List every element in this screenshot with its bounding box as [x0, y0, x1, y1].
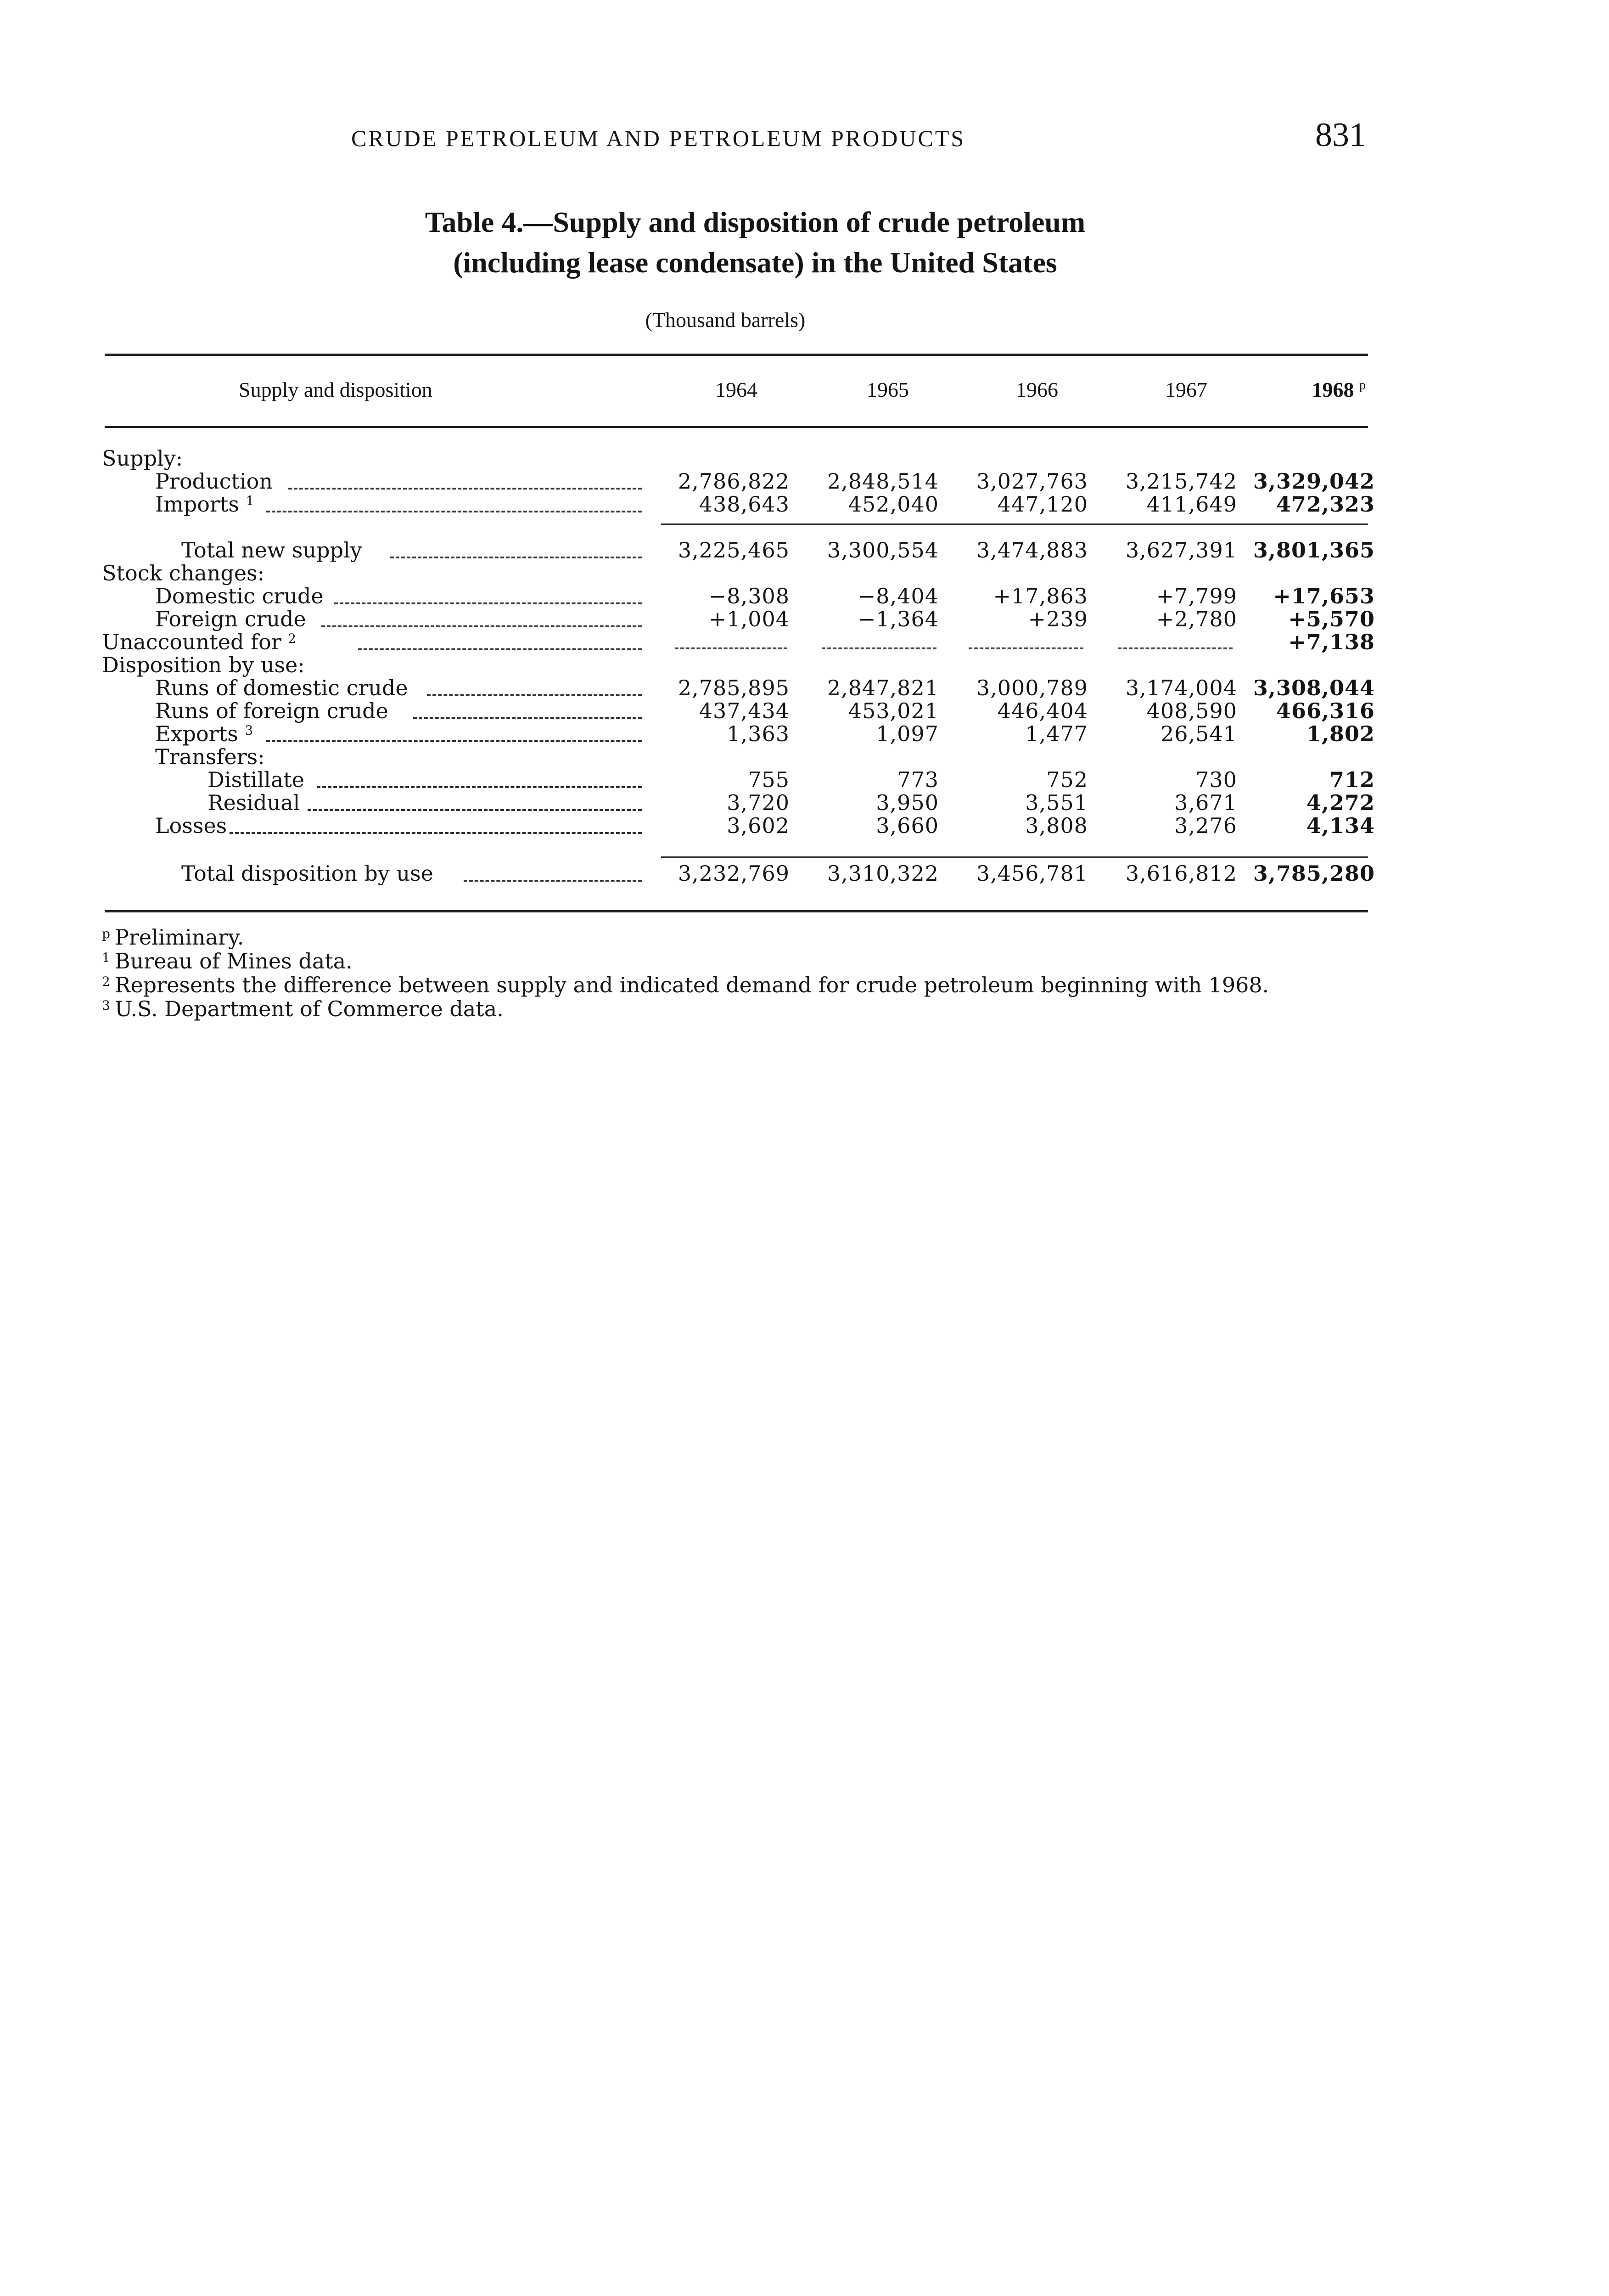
table-row	[0, 446, 1609, 470]
table-row	[0, 469, 1609, 493]
cell-1968: +5,570	[1288, 607, 1375, 631]
table-row	[0, 630, 1609, 654]
dot-leader	[317, 786, 642, 788]
footnote	[102, 925, 1378, 949]
table-row	[0, 745, 1609, 769]
dot-leader	[334, 602, 642, 604]
column-header-label: Supply and disposition	[239, 378, 432, 401]
row-label: Transfers:	[155, 744, 265, 769]
cell-1965: −1,364	[858, 607, 939, 631]
row-label	[102, 630, 296, 654]
no-data-dash	[1118, 647, 1233, 649]
row-label: Disposition by use:	[102, 653, 305, 677]
row-label: Production	[155, 469, 273, 494]
cell-1966: 3,474,883	[976, 538, 1088, 563]
cell-1965: 2,847,821	[827, 675, 939, 700]
cell-1964: 755	[748, 767, 790, 792]
cell-1966: 3,551	[1025, 790, 1088, 815]
cell-1966: 3,027,763	[976, 469, 1088, 494]
cell-1966: 3,808	[1025, 813, 1088, 838]
cell-1965: 1,097	[876, 721, 939, 746]
cell-1967: 730	[1195, 767, 1237, 792]
cell-1968: 472,323	[1276, 492, 1375, 517]
cell-1964: −8,308	[708, 584, 790, 608]
row-label: Stock changes:	[102, 561, 265, 585]
column-header-1966: 1966	[1016, 378, 1058, 401]
cell-1965: 773	[897, 767, 939, 792]
cell-1966: 3,000,789	[976, 675, 1088, 700]
preliminary-mark: p	[1359, 378, 1366, 393]
row-label	[155, 722, 253, 746]
table-title	[349, 202, 1161, 283]
cell-1965: 453,021	[848, 698, 939, 723]
cell-1967: +2,780	[1156, 607, 1237, 631]
row-label: Losses	[155, 813, 227, 838]
footnote-text: Bureau of Mines data.	[114, 949, 353, 974]
footnote	[102, 973, 1378, 997]
no-data-dash	[969, 647, 1083, 649]
cell-1967: 26,541	[1160, 721, 1237, 746]
footnote-text: Preliminary.	[114, 925, 244, 950]
footnote	[102, 949, 1378, 973]
footnote-text: Represents the difference between supply and indicated demand for crude petroleum beginning with 1968.	[114, 973, 1269, 997]
subtotal-rule	[661, 523, 1368, 525]
dot-leader	[321, 625, 642, 627]
row-label: Runs of foreign crude	[155, 698, 388, 723]
table-row	[0, 814, 1609, 838]
cell-1968: 4,134	[1306, 813, 1375, 838]
no-data-dash	[675, 647, 787, 649]
column-header-1968	[1260, 377, 1366, 402]
footnote-mark: 1	[102, 950, 110, 965]
cell-1965: −8,404	[858, 584, 939, 608]
cell-1966: 3,456,781	[976, 861, 1088, 886]
footnote-text: U.S. Department of Commerce data.	[114, 996, 504, 1021]
column-header-1967: 1967	[1165, 378, 1207, 401]
footnote-ref: 2	[288, 631, 297, 646]
cell-1967: 3,174,004	[1125, 675, 1237, 700]
dot-leader	[230, 832, 642, 834]
table-row	[0, 538, 1609, 562]
total-rule	[661, 856, 1368, 858]
row-label-text: Unaccounted for	[102, 630, 281, 654]
cell-1965: 3,660	[876, 813, 939, 838]
table-row	[0, 584, 1609, 608]
cell-1964: 2,785,895	[678, 675, 790, 700]
dot-leader	[266, 740, 642, 742]
cell-1966: +17,863	[993, 584, 1088, 608]
table-row	[0, 492, 1609, 516]
running-head: CRUDE PETROLEUM AND PETROLEUM PRODUCTS	[351, 125, 966, 151]
cell-1967: 3,671	[1174, 790, 1237, 815]
dot-leader	[464, 880, 642, 882]
table-row	[0, 676, 1609, 700]
table-units: (Thousand barrels)	[645, 308, 806, 332]
cell-1964: 3,232,769	[678, 861, 790, 886]
cell-1968: +17,653	[1273, 584, 1375, 608]
row-label: Distillate	[207, 767, 304, 792]
cell-1968: 466,316	[1276, 698, 1375, 723]
table-title-line-2: (including lease condensate) in the United States	[453, 246, 1057, 279]
dot-leader	[427, 694, 642, 696]
cell-1964: 1,363	[727, 721, 790, 746]
row-label: Total disposition by use	[181, 861, 433, 886]
cell-1967: 3,616,812	[1125, 861, 1237, 886]
cell-1964: 437,434	[699, 698, 790, 723]
row-label: Domestic crude	[155, 584, 324, 608]
cell-1967: 411,649	[1146, 492, 1237, 517]
footnote-mark: 3	[102, 998, 110, 1013]
dot-leader	[413, 717, 642, 719]
cell-1964: 438,643	[699, 492, 790, 517]
row-label: Residual	[207, 790, 300, 815]
table-row	[0, 768, 1609, 792]
cell-1968: 3,308,044	[1253, 675, 1375, 700]
cell-1968: 3,801,365	[1253, 538, 1375, 563]
cell-1968: 3,329,042	[1253, 469, 1375, 494]
table-row	[0, 861, 1609, 885]
column-header-1964: 1964	[715, 378, 757, 401]
dot-leader	[358, 648, 642, 650]
cell-1965: 3,310,322	[827, 861, 939, 886]
footnote	[102, 997, 1378, 1021]
cell-1964: 3,225,465	[678, 538, 790, 563]
cell-1965: 452,040	[848, 492, 939, 517]
footnote-ref: 1	[246, 493, 254, 508]
dot-leader	[266, 511, 642, 512]
dot-leader	[308, 809, 642, 811]
table-title-line-1: Table 4.—Supply and disposition of crude petroleum	[425, 206, 1086, 238]
cell-1966: 1,477	[1025, 721, 1088, 746]
footnote-ref: 3	[245, 723, 253, 738]
cell-1966: 752	[1046, 767, 1088, 792]
cell-1965: 3,300,554	[827, 538, 939, 563]
cell-1964: 3,720	[727, 790, 790, 815]
row-label	[155, 492, 254, 516]
table-top-rule	[105, 354, 1368, 356]
column-header-1965: 1965	[867, 378, 909, 401]
page-number: 831	[1315, 116, 1366, 154]
header-bottom-rule	[105, 426, 1368, 428]
table-row	[0, 722, 1609, 746]
footnotes	[102, 925, 1378, 1021]
cell-1964: 2,786,822	[678, 469, 790, 494]
no-data-dash	[822, 647, 936, 649]
table-row	[0, 607, 1609, 631]
dot-leader	[288, 488, 642, 490]
row-label: Total new supply	[181, 538, 362, 563]
cell-1964: 3,602	[727, 813, 790, 838]
table-row	[0, 653, 1609, 677]
cell-1964: +1,004	[708, 607, 790, 631]
row-label: Foreign crude	[155, 607, 306, 631]
table-row	[0, 699, 1609, 723]
cell-1966: 446,404	[997, 698, 1088, 723]
cell-1967: 3,627,391	[1125, 538, 1237, 563]
cell-1967: 3,276	[1174, 813, 1237, 838]
cell-1965: 3,950	[876, 790, 939, 815]
cell-1966: 447,120	[997, 492, 1088, 517]
cell-1967: +7,799	[1156, 584, 1237, 608]
row-label-text: Imports	[155, 492, 240, 517]
footnote-mark: p	[102, 926, 110, 941]
table-bottom-rule	[105, 910, 1368, 912]
row-label: Runs of domestic crude	[155, 675, 408, 700]
cell-1967: 408,590	[1146, 698, 1237, 723]
cell-1968: +7,138	[1288, 630, 1375, 654]
cell-1968: 712	[1329, 767, 1375, 792]
cell-1968: 4,272	[1306, 790, 1375, 815]
table-row	[0, 561, 1609, 585]
column-header-1968-year: 1968	[1312, 378, 1354, 401]
cell-1967: 3,215,742	[1125, 469, 1237, 494]
footnote-mark: 2	[102, 974, 110, 989]
dot-leader	[390, 557, 642, 558]
table-row	[0, 791, 1609, 815]
cell-1968: 1,802	[1306, 721, 1375, 746]
cell-1966: +239	[1028, 607, 1088, 631]
cell-1968: 3,785,280	[1253, 861, 1375, 886]
cell-1965: 2,848,514	[827, 469, 939, 494]
row-label-text: Exports	[155, 721, 238, 746]
row-label: Supply:	[102, 446, 183, 471]
